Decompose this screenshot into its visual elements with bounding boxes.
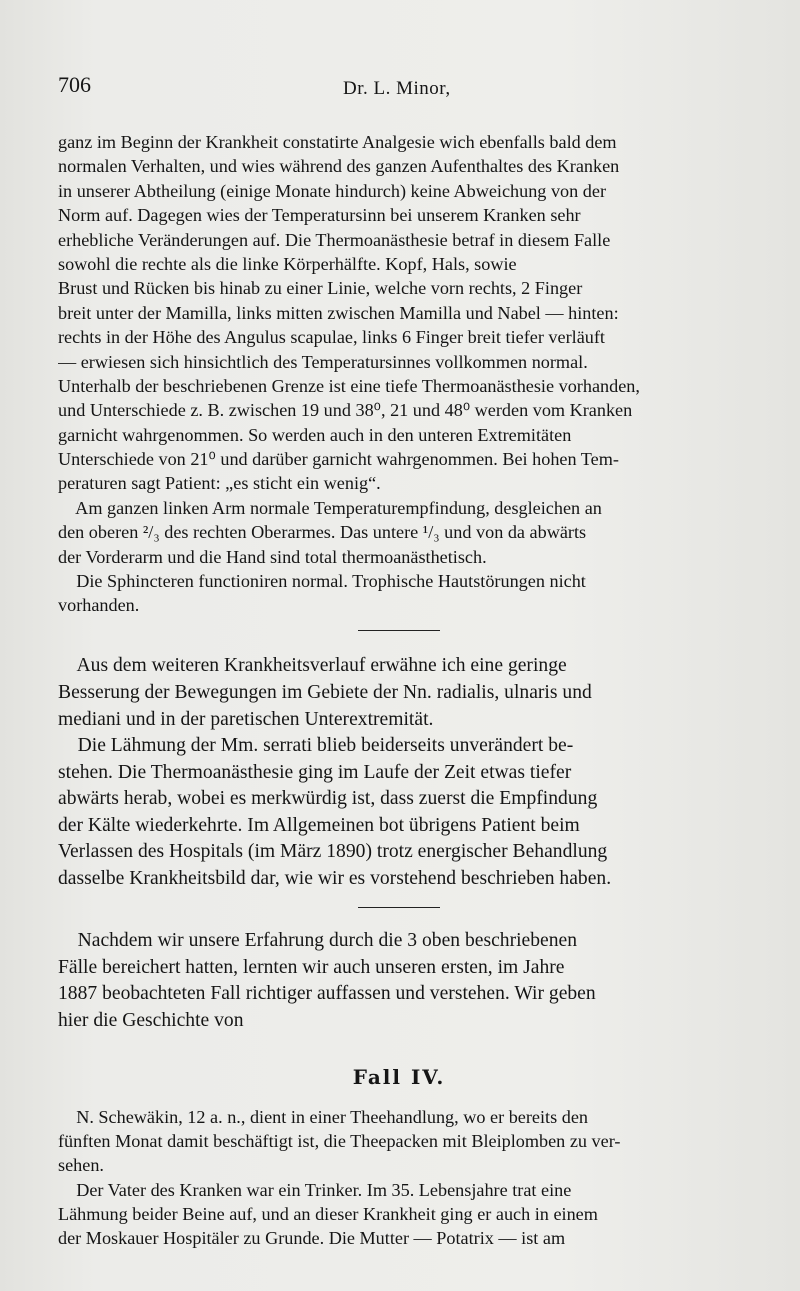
- text-line: Norm auf. Dagegen wies der Temperatursinn bei unserem Kranken sehr: [58, 205, 581, 226]
- paragraph-block-4: [58, 1105, 740, 1251]
- page-body: [58, 130, 740, 1251]
- paragraph-block-2: [58, 653, 740, 892]
- text-line: peraturen sagt Patient: „es sticht ein wenig“.: [58, 473, 381, 494]
- text-line: abwärts herab, wobei es merkwürdig ist, dass zuerst die Empfindung: [58, 788, 598, 810]
- text-line: 1887 beobachteten Fall richtiger auffassen und verstehen. Wir geben: [58, 983, 596, 1005]
- text-line: N. Schewäkin, 12 a. n., dient in einer Theehandlung, wo er bereits den: [58, 1106, 588, 1127]
- text-line: erhebliche Veränderungen auf. Die Thermoanästhesie betraf in diesem Falle: [58, 229, 611, 250]
- text-line: Fälle bereichert hatten, lernten wir auch unseren ersten, im Jahre: [58, 956, 565, 978]
- running-head: Dr. L. Minor,: [343, 78, 451, 99]
- text-line: Die Lähmung der Mm. serrati blieb beiderseits unverändert be-: [58, 735, 574, 757]
- text-line: Unterschiede von 21⁰ und darüber garnicht wahrgenommen. Bei hohen Tem-: [58, 449, 619, 470]
- text-line: mediani und in der paretischen Unterextremität.: [58, 708, 434, 730]
- text-line: der Moskauer Hospitäler zu Grunde. Die Mutter — Potatrix — ist am: [58, 1228, 566, 1249]
- page-number: 706: [58, 72, 91, 97]
- page-header: [58, 72, 758, 102]
- text-line: den oberen ²/₃ des rechten Oberarmes. Das untere ¹/₃ und von da abwärts: [58, 522, 587, 543]
- text-line: Besserung der Bewegungen im Gebiete der Nn. radialis, ulnaris und: [58, 681, 592, 703]
- text-line: vorhanden.: [58, 595, 140, 616]
- text-line: rechts in der Höhe des Angulus scapulae, links 6 Finger breit tiefer verläuft: [58, 327, 605, 348]
- case-heading: Fall IV.: [352, 1064, 446, 1089]
- text-line: — erwiesen sich hinsichtlich des Temperatursinnes vollkommen normal.: [58, 351, 588, 372]
- text-line: sehen.: [58, 1155, 104, 1176]
- text-line: Der Vater des Kranken war ein Trinker. Im 35. Lebensjahre trat eine: [58, 1179, 572, 1200]
- text-line: Die Sphincteren functioniren normal. Trophische Hautstörungen nicht: [58, 571, 586, 592]
- paragraph-block-1: [58, 130, 740, 618]
- section-divider: [358, 907, 440, 909]
- text-line: Brust und Rücken bis hinab zu einer Linie, welche vorn rechts, 2 Finger: [58, 278, 583, 299]
- text-line: ganz im Beginn der Krankheit constatirte Analgesie wich ebenfalls bald dem: [58, 132, 617, 152]
- text-line: stehen. Die Thermoanästhesie ging im Laufe der Zeit etwas tiefer: [58, 761, 572, 783]
- section-divider: [358, 630, 440, 632]
- text-line: hier die Geschichte von: [58, 1009, 244, 1031]
- text-line: der Vorderarm und die Hand sind total thermoanästhetisch.: [58, 546, 487, 567]
- text-line: und Unterschiede z. B. zwischen 19 und 38⁰, 21 und 48⁰ werden vom Kranken: [58, 400, 633, 421]
- text-line: Verlassen des Hospitals (im März 1890) trotz energischer Behandlung: [58, 841, 608, 863]
- text-line: sowohl die rechte als die linke Körperhälfte. Kopf, Hals, sowie: [58, 253, 517, 274]
- text-line: normalen Verhalten, und wies während des ganzen Aufenthaltes des Kranken: [58, 156, 620, 177]
- text-line: Am ganzen linken Arm normale Temperaturempfindung, desgleichen an: [58, 497, 602, 518]
- text-line: Lähmung beider Beine auf, und an dieser Krankheit ging er auch in einem: [58, 1204, 598, 1225]
- text-line: der Kälte wiederkehrte. Im Allgemeinen bot übrigens Patient beim: [58, 814, 580, 836]
- text-line: breit unter der Mamilla, links mitten zwischen Mamilla und Nabel — hinten:: [58, 302, 619, 323]
- text-line: Nachdem wir unsere Erfahrung durch die 3 oben beschriebenen: [58, 930, 578, 952]
- text-line: in unserer Abtheilung (einige Monate hindurch) keine Abweichung von der: [58, 180, 607, 201]
- text-line: dasselbe Krankheitsbild dar, wie wir es vorstehend beschrieben haben.: [58, 868, 612, 890]
- paragraph-block-3: [58, 928, 740, 1034]
- text-line: Aus dem weiteren Krankheitsverlauf erwähne ich eine geringe: [58, 655, 567, 677]
- text-line: garnicht wahrgenommen. So werden auch in den unteren Extremitäten: [58, 424, 572, 445]
- text-line: fünften Monat damit beschäftigt ist, die Theepacken mit Bleiplomben zu ver-: [58, 1130, 621, 1151]
- text-line: Unterhalb der beschriebenen Grenze ist eine tiefe Thermoanästhesie vorhanden,: [58, 375, 640, 396]
